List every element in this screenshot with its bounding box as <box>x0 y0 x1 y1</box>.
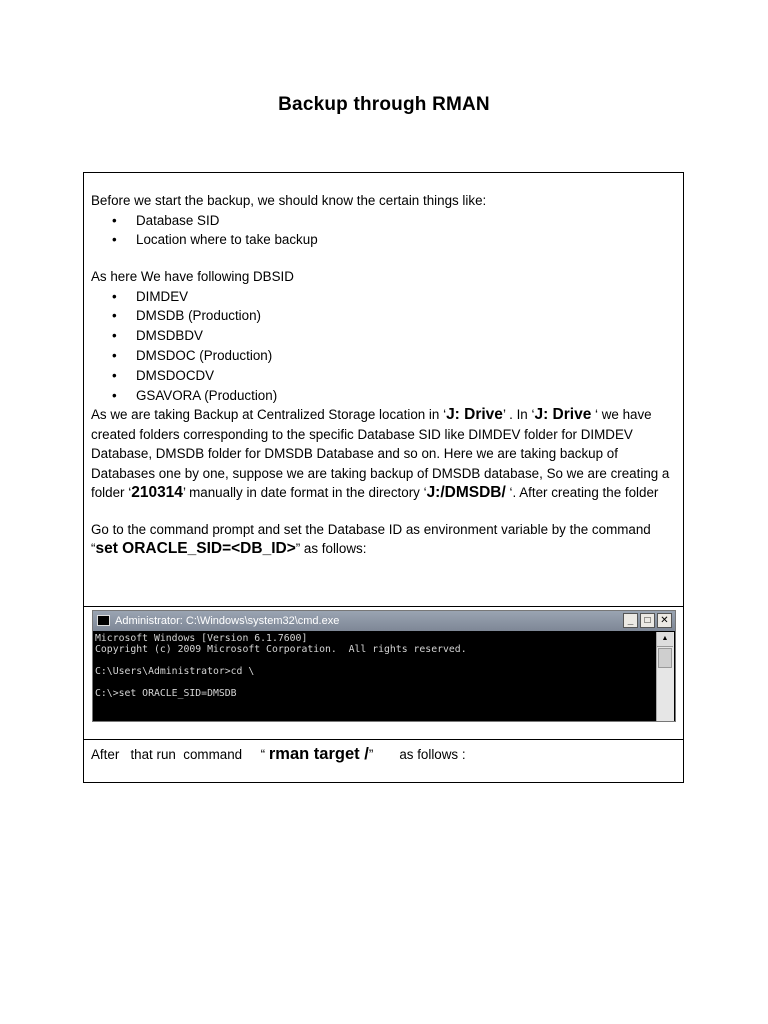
intro-section <box>91 191 677 559</box>
cmd-window-screenshot <box>92 610 676 722</box>
bullet-icon: • <box>112 387 117 403</box>
list-item: • DIMDEV <box>91 287 677 307</box>
list-item: • DMSDB (Production) <box>91 306 677 326</box>
page-title: Backup through RMAN <box>278 94 490 115</box>
cmd-line <box>95 677 655 688</box>
storage-paragraph: As we are taking Backup at Centralized Storage location in ‘J: Drive’ . In ‘J: Drive ‘ we have created folders corresponding to the specific Database SID like DIMDEV folder for DIMDEV Database, DMSDB folder for DMSDB Database and so on. Here we are taking backup of Databases one by one, suppose we are taking backup of DMSDB database, So we are creating a folder ‘210314’ manually in date format in the directory ‘J:/DMSDB/ ‘. After creating the folder <box>91 406 670 502</box>
bullet-icon: • <box>112 308 117 324</box>
intro-text: Before we start the backup, we should know the certain things like: <box>91 193 487 208</box>
close-button[interactable]: ✕ <box>657 613 672 628</box>
cmd-line: C:\Users\Administrator>cd \ <box>95 666 255 677</box>
list-item: • DMSDOC (Production) <box>91 346 677 366</box>
list-item: • Database SID <box>91 211 677 231</box>
screenshot-box <box>83 606 684 740</box>
bullet-icon: • <box>112 288 117 304</box>
cmd-app-icon <box>97 615 110 626</box>
prerequisite-list <box>91 211 677 251</box>
cmd-line <box>95 655 655 666</box>
bullet-icon: • <box>112 328 117 344</box>
command-paragraph: Go to the command prompt and set the Database ID as environment variable by the command “set ORACLE_SID=<DB_ID>” as follows: <box>91 521 651 558</box>
bullet-icon: • <box>112 232 117 248</box>
cmd-line: Microsoft Windows [Version 6.1.7600] <box>95 633 308 644</box>
next-step-text: After that run command “ rman target /” as follows : <box>91 745 466 763</box>
list-item: • Location where to take backup <box>91 230 677 250</box>
list-item: • DMSDOCDV <box>91 366 677 386</box>
dbsid-list <box>91 287 677 406</box>
cmd-window-title: Administrator: C:\Windows\system32\cmd.exe <box>115 615 340 627</box>
list-item: • DMSDBDV <box>91 326 677 346</box>
scroll-thumb[interactable] <box>658 648 672 668</box>
scroll-up-arrow-icon[interactable]: ▲ <box>657 632 673 647</box>
bullet-icon: • <box>112 347 117 363</box>
minimize-button[interactable]: _ <box>623 613 638 628</box>
maximize-button[interactable]: □ <box>640 613 655 628</box>
bullet-icon: • <box>112 212 117 228</box>
dbsid-intro-text: As here We have following DBSID <box>91 269 294 285</box>
cmd-scrollbar[interactable] <box>656 632 674 721</box>
cmd-output <box>95 632 655 721</box>
bullet-icon: • <box>112 367 117 383</box>
cmd-line: C:\>set ORACLE_SID=DMSDB <box>95 688 237 699</box>
cmd-titlebar <box>93 611 675 631</box>
list-item: • GSAVORA (Production) <box>91 386 677 406</box>
next-step-box <box>83 739 684 783</box>
instructions-box <box>83 172 684 607</box>
cmd-line: Copyright (c) 2009 Microsoft Corporation. All rights reserved. <box>95 644 467 655</box>
